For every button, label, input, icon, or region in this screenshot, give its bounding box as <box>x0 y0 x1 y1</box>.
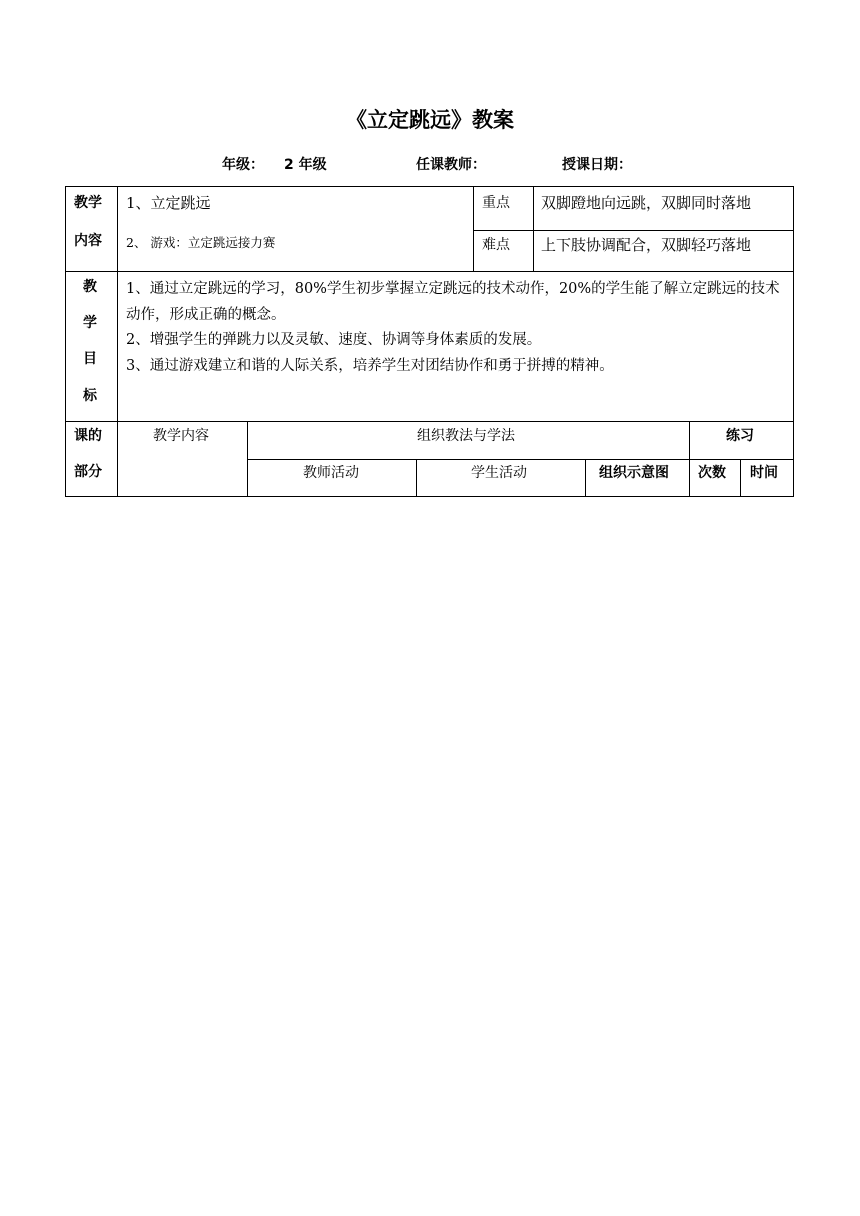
goals-label-char: 学 <box>83 315 97 331</box>
date-label: 授课日期： <box>562 157 632 173</box>
key-label: 重点 <box>482 195 510 211</box>
practice-header: 练习 <box>726 428 754 444</box>
content-header: 教学内容 <box>153 428 209 444</box>
grade-value: 2 年级 <box>284 157 327 173</box>
goals-label-char: 标 <box>83 388 97 404</box>
times-header: 次数 <box>698 465 726 481</box>
grade-label: 年级： <box>222 157 264 173</box>
goals-label-char: 目 <box>83 351 97 367</box>
difficulty-label: 难点 <box>482 237 510 253</box>
part-label-2: 部分 <box>74 464 102 480</box>
goal-line-3: 3、通过游戏建立和谐的人际关系，培养学生对团结协作和勇于拼搏的精神。 <box>126 357 614 374</box>
content-item-2: 2、 游戏：立定跳远接力赛 <box>126 235 276 250</box>
method-header: 组织教法与学法 <box>417 428 515 444</box>
content-item-1: 1、立定跳远 <box>126 194 211 212</box>
diagram-header: 组织示意图 <box>599 465 669 481</box>
key-text: 双脚蹬地向远跳，双脚同时落地 <box>541 194 752 212</box>
duration-header: 时间 <box>750 465 778 481</box>
part-label-1: 课的 <box>74 428 102 444</box>
goals-label-char: 教 <box>83 279 97 295</box>
student-activity-header: 学生活动 <box>471 465 527 481</box>
content-label-1: 教学 <box>74 195 102 211</box>
goal-line-2: 2、增强学生的弹跳力以及灵敏、速度、协调等身体素质的发展。 <box>126 332 542 348</box>
page-title: 《立定跳远》教案 <box>346 108 514 132</box>
goal-line-1: 1、通过立定跳远的学习，80%学生初步掌握立定跳远的技术动作，20%的学生能了解立定跳远的技术动作，形成正确的概念。 <box>126 281 780 323</box>
goals-text <box>126 277 790 379</box>
content-label-2: 内容 <box>74 233 102 249</box>
teacher-activity-header: 教师活动 <box>303 465 359 481</box>
teacher-label: 任课教师： <box>416 157 486 173</box>
difficulty-text: 上下肢协调配合，双脚轻巧落地 <box>541 236 752 254</box>
